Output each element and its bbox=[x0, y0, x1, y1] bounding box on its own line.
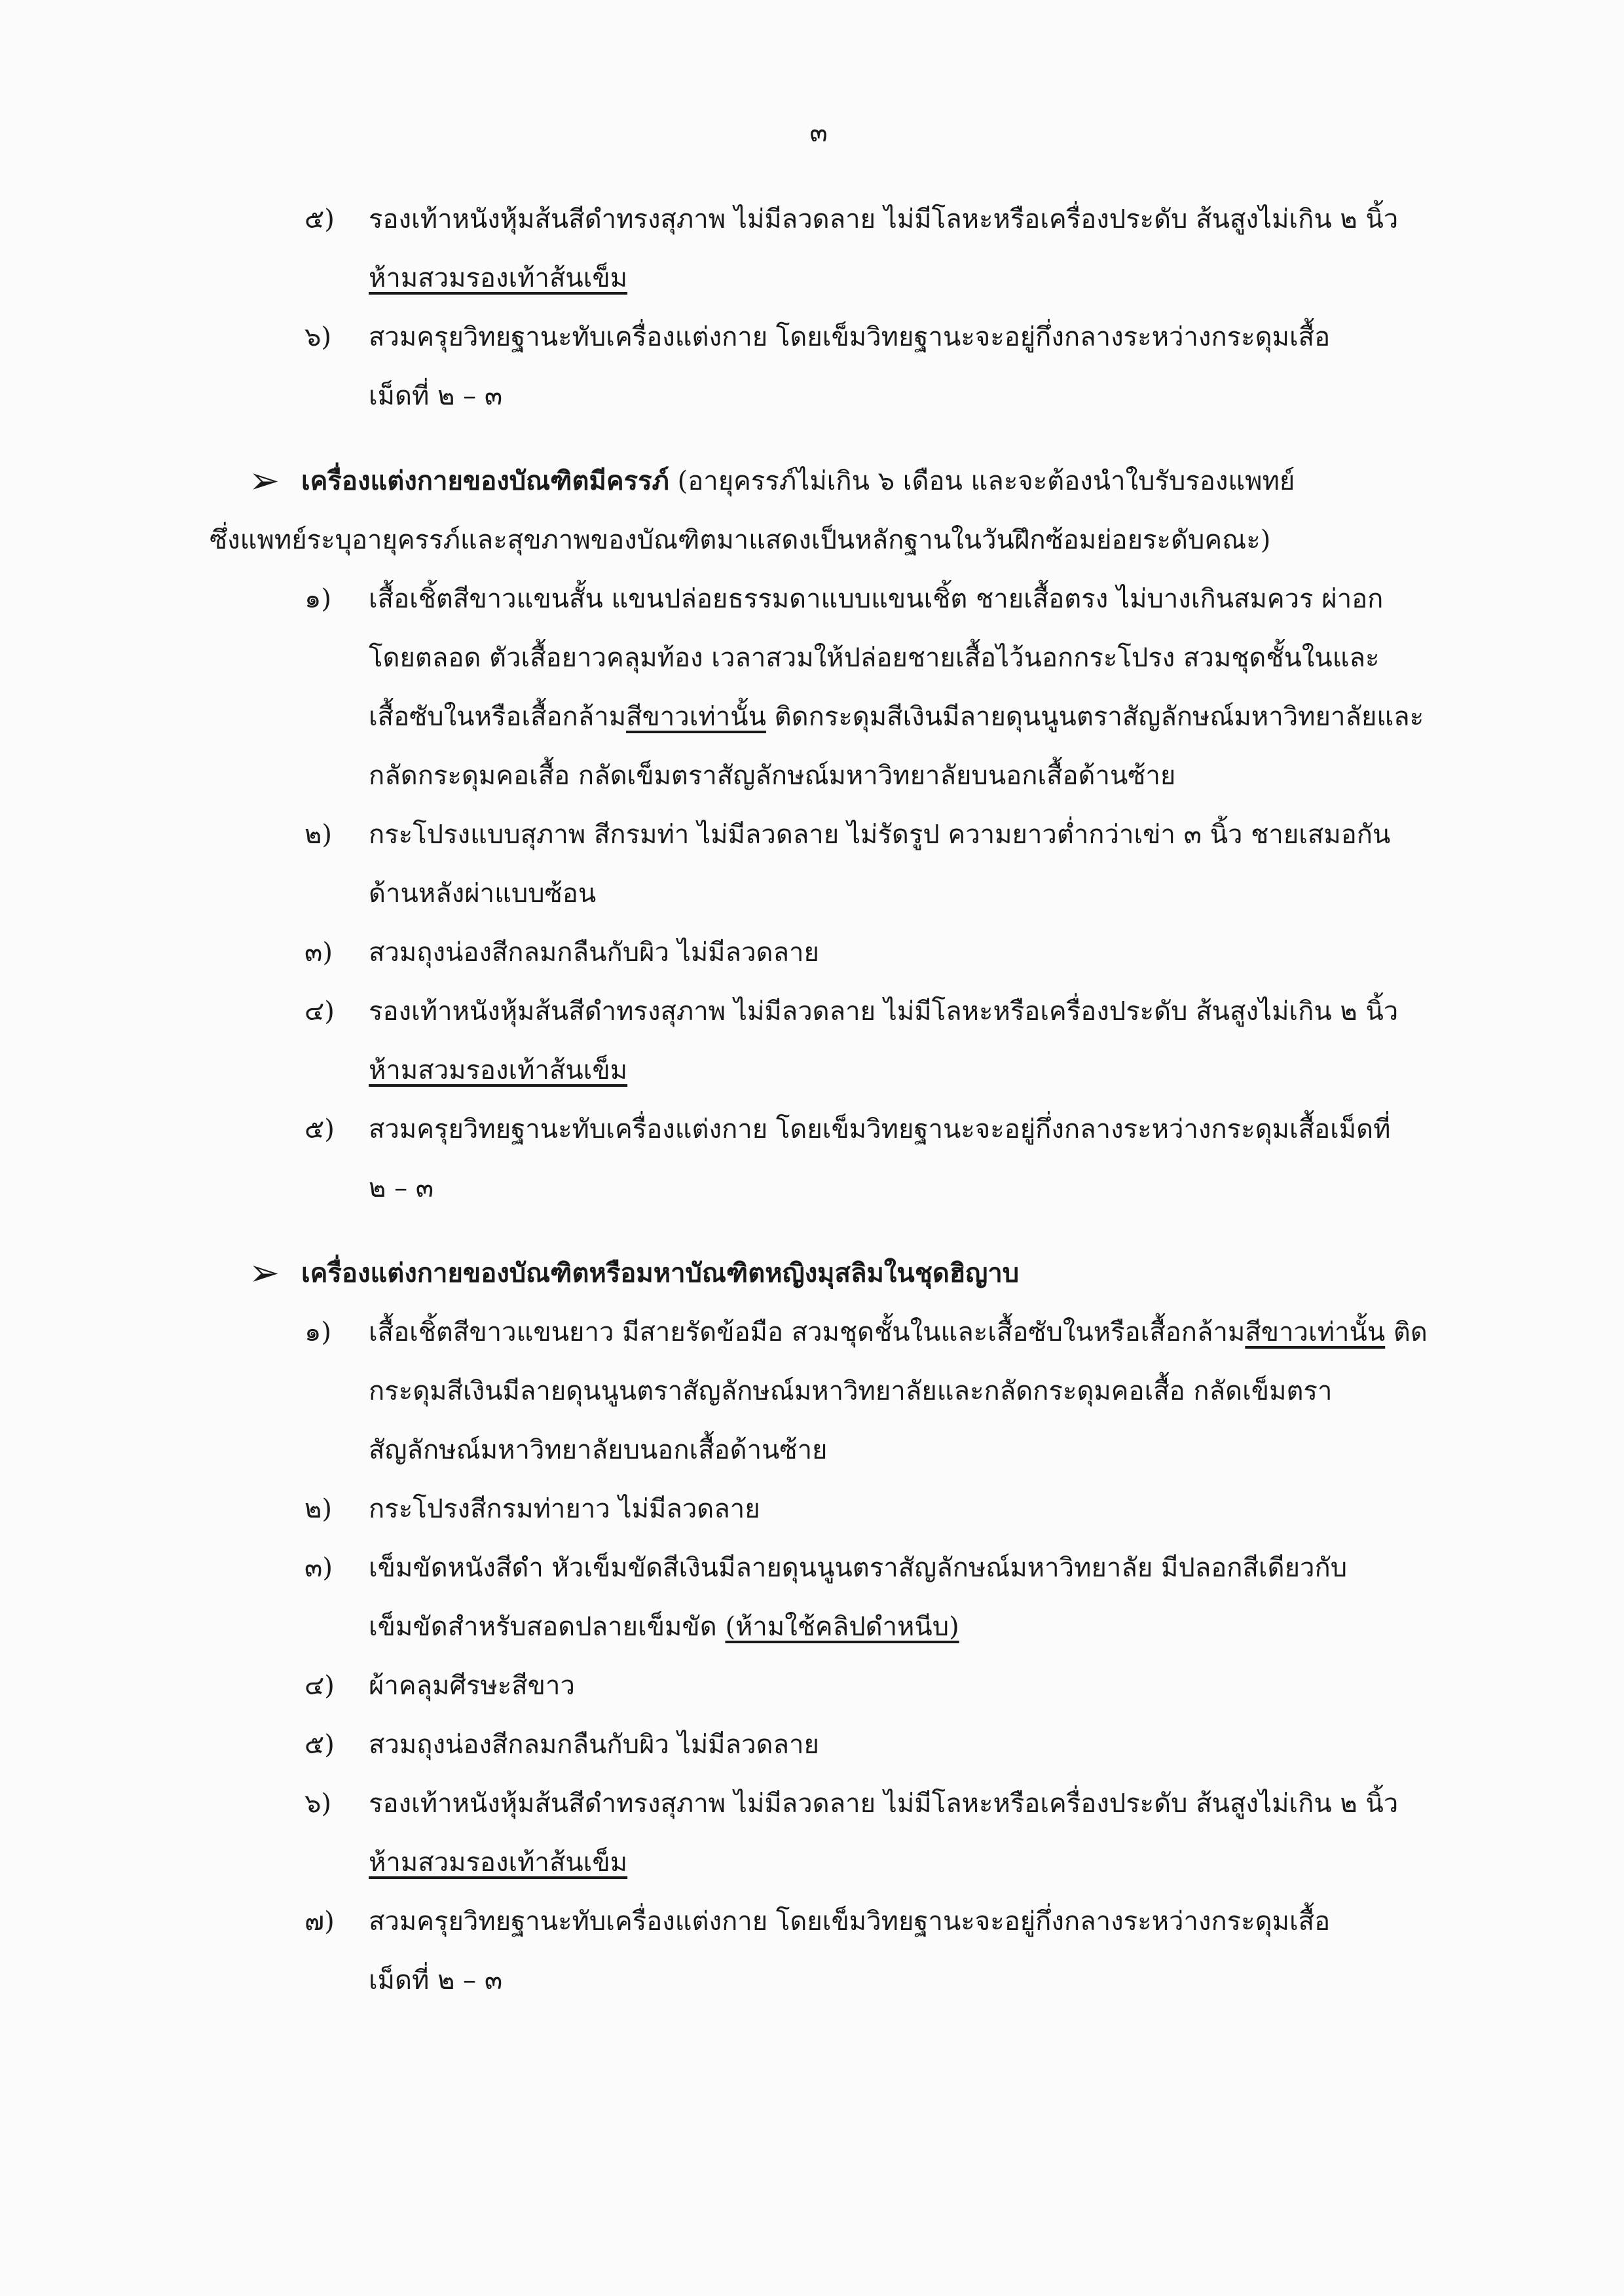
section-heading bbox=[210, 452, 1467, 570]
item-text: ติดกระดุมสีเงินมีลายดุนนูนตราสัญลักษณ์มหาวิทยาลัยและ bbox=[766, 702, 1424, 732]
list-item bbox=[210, 1303, 1467, 1480]
section-heading bbox=[210, 1244, 1467, 1303]
section-title: เครื่องแต่งกายของบัณฑิตมีครรภ์ bbox=[301, 465, 669, 496]
list-item bbox=[210, 570, 1467, 805]
list-item bbox=[210, 1715, 1467, 1774]
item-text: กระดุมสีเงินมีลายดุนนูนตราสัญลักษณ์มหาวิทยาลัยและกลัดกระดุมคอเสื้อ กลัดเข็มตรา bbox=[369, 1376, 1333, 1406]
item-number: ๑) bbox=[304, 1317, 331, 1347]
item-text: เม็ดที่ ๒ – ๓ bbox=[369, 381, 503, 411]
section-note-continued: ซึ่งแพทย์ระบุอายุครรภ์และสุขภาพของบัณฑิตมาแสดงเป็นหลักฐานในวันฝึกซ้อมย่อยระดับคณะ) bbox=[210, 525, 1271, 555]
item-text: สัญลักษณ์มหาวิทยาลัยบนอกเสื้อด้านซ้าย bbox=[369, 1435, 828, 1465]
arrow-bullet-icon: ➢ bbox=[249, 460, 280, 502]
item-text: เสื้อซับในหรือเสื้อกล้าม bbox=[369, 702, 627, 732]
item-number: ๓) bbox=[304, 1553, 333, 1583]
arrow-bullet-icon: ➢ bbox=[249, 1252, 280, 1294]
item-text: เข็มขัดหนังสีดำ หัวเข็มขัดสีเงินมีลายดุนนูนตราสัญลักษณ์มหาวิทยาลัย มีปลอกสีเดียวกับ bbox=[369, 1553, 1348, 1583]
list-item bbox=[210, 805, 1467, 923]
list-item bbox=[210, 982, 1467, 1100]
item-text: รองเท้าหนังหุ้มส้นสีดำทรงสุภาพ ไม่มีลวดลาย ไม่มีโลหะหรือเครื่องประดับ ส้นสูงไม่เกิน ๒ นิ้ว bbox=[369, 1789, 1399, 1819]
item-text: โดยตลอด ตัวเสื้อยาวคลุมท้อง เวลาสวมให้ปล่อยชายเสื้อไว้นอกกระโปรง สวมชุดชั้นในและ bbox=[369, 643, 1380, 673]
item-text: เสื้อเชิ้ตสีขาวแขนยาว มีสายรัดข้อมือ สวมชุดชั้นในและเสื้อซับในหรือเสื้อกล้าม bbox=[369, 1317, 1246, 1347]
page-number: ๓ bbox=[809, 118, 828, 148]
list-item bbox=[210, 1892, 1467, 2010]
document-body bbox=[210, 190, 1467, 2010]
item-text: สวมครุยวิทยฐานะทับเครื่องแต่งกาย โดยเข็มวิทยฐานะจะอยู่กึ่งกลางระหว่างกระดุมเสื้อ bbox=[369, 322, 1331, 352]
section-note: (อายุครรภ์ไม่เกิน ๖ เดือน และจะต้องนำใบรับรองแพทย์ bbox=[669, 466, 1295, 496]
item-number: ๗) bbox=[304, 1906, 335, 1937]
item-number: ๓) bbox=[304, 938, 333, 968]
item-number: ๔) bbox=[304, 996, 335, 1027]
item-text: กระโปรงแบบสุภาพ สีกรมท่า ไม่มีลวดลาย ไม่รัดรูป ความยาวต่ำกว่าเข่า ๓ นิ้ว ชายเสมอกัน bbox=[369, 820, 1391, 850]
item-number: ๒) bbox=[304, 820, 332, 850]
item-text: สวมถุงน่องสีกลมกลืนกับผิว ไม่มีลวดลาย bbox=[369, 1730, 819, 1760]
item-text: รองเท้าหนังหุ้มส้นสีดำทรงสุภาพ ไม่มีลวดลาย ไม่มีโลหะหรือเครื่องประดับ ส้นสูงไม่เกิน ๒ นิ้ว bbox=[369, 996, 1399, 1027]
item-number: ๑) bbox=[304, 584, 331, 614]
list-item bbox=[210, 1539, 1467, 1656]
item-text-underlined: ห้ามสวมรองเท้าส้นเข็ม bbox=[369, 1848, 628, 1878]
item-text-underlined: (ห้ามใช้คลิปดำหนีบ) bbox=[725, 1612, 959, 1642]
item-number: ๖) bbox=[304, 1789, 331, 1819]
item-text: กระโปรงสีกรมท่ายาว ไม่มีลวดลาย bbox=[369, 1494, 760, 1524]
item-text-line bbox=[369, 1303, 1467, 1362]
list-item bbox=[210, 1656, 1467, 1715]
item-text: สวมครุยวิทยฐานะทับเครื่องแต่งกาย โดยเข็มวิทยฐานะจะอยู่กึ่งกลางระหว่างกระดุมเสื้อเม็ดที่ bbox=[369, 1114, 1391, 1144]
list-item bbox=[210, 1480, 1467, 1539]
item-number: ๔) bbox=[304, 1671, 335, 1701]
item-text: เสื้อเชิ้ตสีขาวแขนสั้น แขนปล่อยธรรมดาแบบแขนเชิ้ต ชายเสื้อตรง ไม่บางเกินสมควร ผ่าอก bbox=[369, 584, 1384, 614]
item-number: ๒) bbox=[304, 1494, 332, 1524]
item-number: ๕) bbox=[304, 204, 335, 234]
item-text-underlined: สีขาวเท่านั้น bbox=[1245, 1317, 1386, 1347]
item-text: เข็มขัดสำหรับสอดปลายเข็มขัด bbox=[369, 1612, 726, 1642]
item-text-underlined: ห้ามสวมรองเท้าส้นเข็ม bbox=[369, 1055, 628, 1085]
list-item bbox=[210, 1100, 1467, 1218]
item-text-underlined: สีขาวเท่านั้น bbox=[626, 702, 766, 732]
item-text: เม็ดที่ ๒ – ๓ bbox=[369, 1965, 503, 1995]
item-text-underlined: ห้ามสวมรองเท้าส้นเข็ม bbox=[369, 263, 628, 293]
item-text: สวมถุงน่องสีกลมกลืนกับผิว ไม่มีลวดลาย bbox=[369, 938, 819, 968]
item-text: ผ้าคลุมศีรษะสีขาว bbox=[369, 1671, 575, 1701]
section-title: เครื่องแต่งกายของบัณฑิตหรือมหาบัณฑิตหญิงมุสลิมในชุดฮิญาบ bbox=[301, 1258, 1020, 1288]
item-text: รองเท้าหนังหุ้มส้นสีดำทรงสุภาพ ไม่มีลวดลาย ไม่มีโลหะหรือเครื่องประดับ ส้นสูงไม่เกิน ๒ นิ้ว bbox=[369, 204, 1399, 234]
item-text: ด้านหลังผ่าแบบซ้อน bbox=[369, 879, 597, 909]
item-text-line bbox=[369, 1597, 1467, 1656]
item-text: กลัดกระดุมคอเสื้อ กลัดเข็มตราสัญลักษณ์มหาวิทยาลัยบนอกเสื้อด้านซ้าย bbox=[369, 761, 1176, 791]
list-item bbox=[210, 1774, 1467, 1892]
item-text: สวมครุยวิทยฐานะทับเครื่องแต่งกาย โดยเข็มวิทยฐานะจะอยู่กึ่งกลางระหว่างกระดุมเสื้อ bbox=[369, 1906, 1331, 1937]
list-item bbox=[210, 190, 1467, 308]
item-number: ๖) bbox=[304, 322, 331, 352]
item-text: ๒ – ๓ bbox=[369, 1173, 434, 1203]
list-item bbox=[210, 308, 1467, 426]
item-text: ติด bbox=[1385, 1317, 1428, 1347]
list-item bbox=[210, 923, 1467, 982]
item-number: ๕) bbox=[304, 1730, 335, 1760]
item-number: ๕) bbox=[304, 1114, 335, 1144]
item-text-line bbox=[369, 687, 1467, 746]
